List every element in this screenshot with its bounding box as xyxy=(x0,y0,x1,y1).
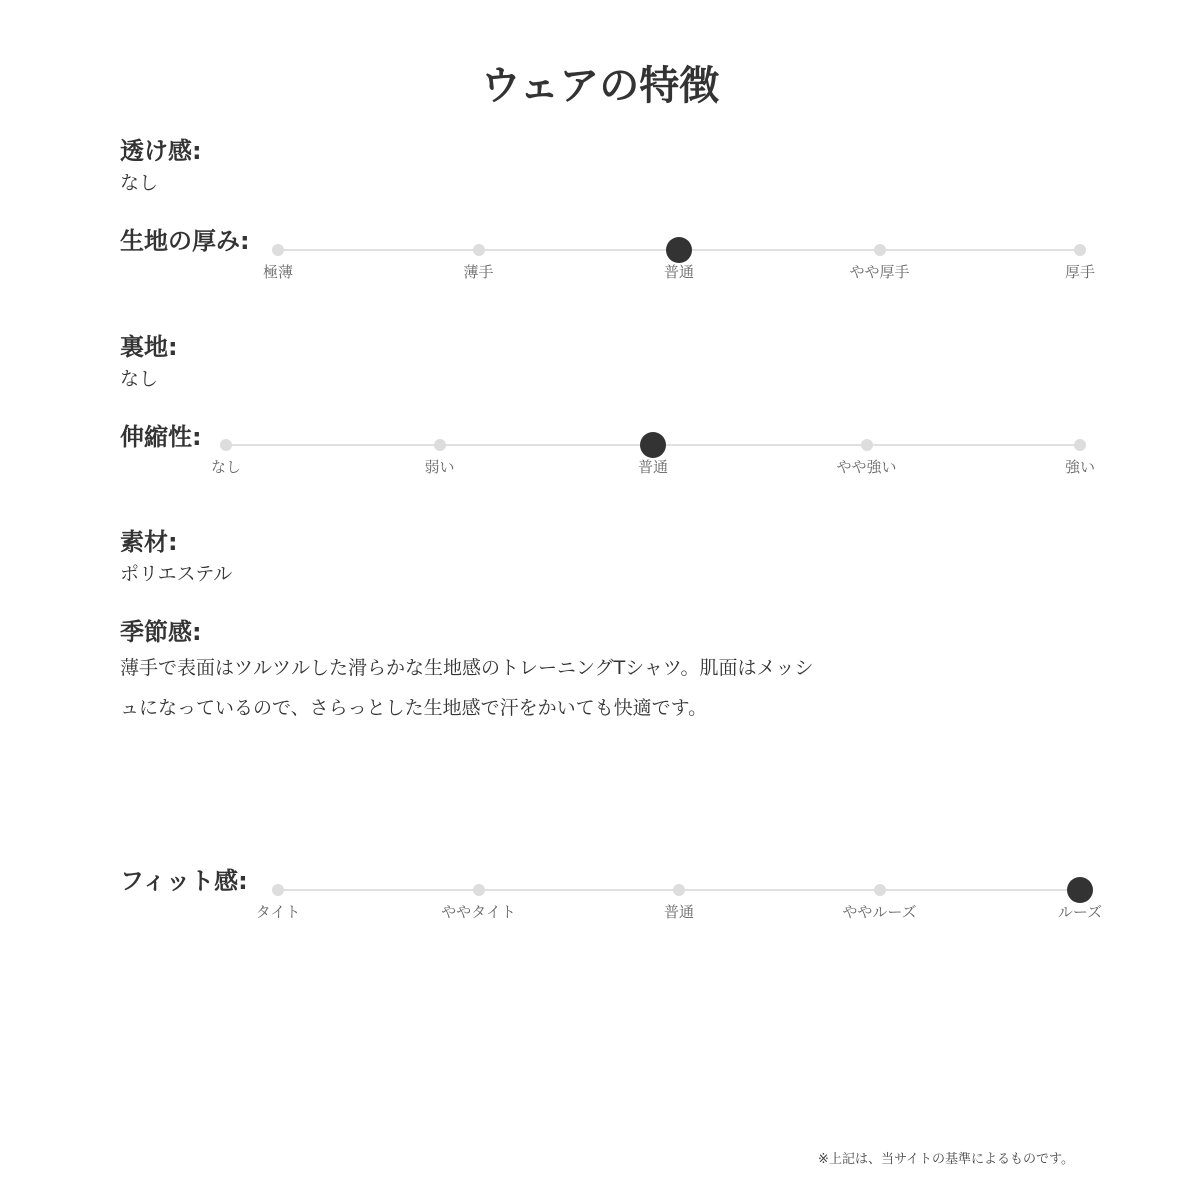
thickness-scale-dot xyxy=(874,244,886,256)
fit-scale-dot xyxy=(874,884,886,896)
stretch-label: 伸縮性: xyxy=(120,423,202,451)
stretch-scale-option-label: 強い xyxy=(1064,458,1096,476)
fit-scale-dot xyxy=(673,884,685,896)
stretch-scale-dot-selected xyxy=(640,432,666,458)
thickness-label: 生地の厚み: xyxy=(120,227,250,255)
season-description-line: 薄手で表面はツルツルした滑らかな生地感のトレーニングTシャツ。肌面はメッシ xyxy=(120,657,814,679)
fit-scale-dot-selected xyxy=(1067,877,1093,903)
page-title: ウェアの特徴 xyxy=(480,63,720,109)
stretch-scale-option-label: 普通 xyxy=(637,458,669,476)
stretch-scale-option-label: なし xyxy=(210,458,242,476)
fit-scale-option-label: タイト xyxy=(255,903,301,921)
fit-scale-option-label: ややルーズ xyxy=(842,903,917,921)
stretch-scale-dot xyxy=(220,439,232,451)
stretch-scale-dot xyxy=(1074,439,1086,451)
lining-label: 裏地: xyxy=(120,333,178,361)
stretch-scale-option-label: やや強い xyxy=(836,458,897,476)
footnote: ※上記は、当サイトの基準によるものです。 xyxy=(818,1152,1074,1167)
fit-scale-option-label: ルーズ xyxy=(1057,903,1103,921)
thickness-scale-dot-selected xyxy=(666,237,692,263)
stretch-scale-option-label: 弱い xyxy=(424,458,455,476)
stretch-scale-dot xyxy=(861,439,873,451)
material-value: ポリエステル xyxy=(120,563,233,585)
thickness-scale-option-label: 厚手 xyxy=(1064,263,1096,281)
lining-value: なし xyxy=(120,368,159,390)
fit-scale-dot xyxy=(272,884,284,896)
thickness-scale-dot xyxy=(473,244,485,256)
thickness-scale-option-label: やや厚手 xyxy=(849,263,910,281)
thickness-scale-option-label: 普通 xyxy=(663,263,695,281)
thickness-scale-dot xyxy=(1074,244,1086,256)
season-label: 季節感: xyxy=(120,618,202,646)
material-label: 素材: xyxy=(120,528,178,556)
fit-scale-option-label: 普通 xyxy=(663,903,695,921)
stretch-scale-dot xyxy=(434,439,446,451)
thickness-scale-option-label: 極薄 xyxy=(262,263,294,281)
season-description xyxy=(120,648,880,728)
sheerness-label: 透け感: xyxy=(120,137,202,165)
season-description-line: ュになっているので、さらっとした生地感で汗をかいても快適です。 xyxy=(120,697,708,719)
sheerness-value: なし xyxy=(120,172,159,194)
thickness-scale-dot xyxy=(272,244,284,256)
fit-label: フィット感: xyxy=(120,867,248,895)
fit-scale-dot xyxy=(473,884,485,896)
fit-scale-option-label: ややタイト xyxy=(441,903,516,921)
thickness-scale-option-label: 薄手 xyxy=(463,263,494,281)
